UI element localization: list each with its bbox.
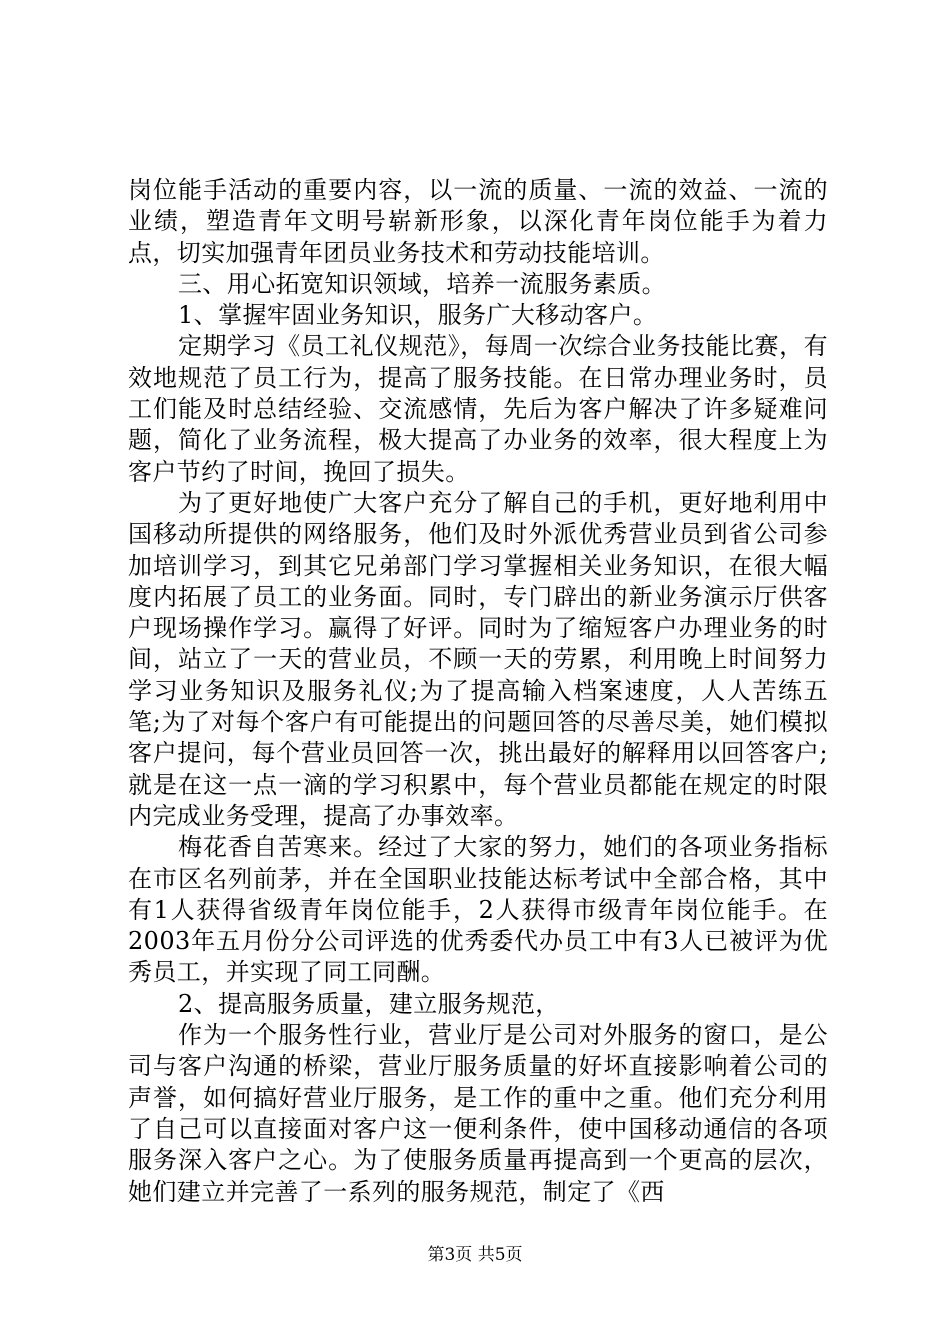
paragraph-service-quality: 作为一个服务性行业，营业厅是公司对外服务的窗口，是公司与客户沟通的桥梁，营业厅服务质量的好坏直接影响着公司的声誉，如何搞好营业厅服务，是工作的重中之重。他们充分利用了自己可以直接面对客户这一便利条件，使中国移动通信的各项服务深入客户之心。为了使服务质量再提高到一个更高的层次，她们建立并完善了一系列的服务规范，制定了《西 bbox=[128, 1021, 828, 1206]
paragraph-achievements: 梅花香自苦寒来。经过了大家的努力，她们的各项业务指标在市区名列前茅，并在全国职业技能达标考试中全部合格，其中有1人获得省级青年岗位能手，2人获得市级青年岗位能手。在2003年五月份分公司评选的优秀委代办员工中有3人已被评为优秀员工，并实现了同工同酬。 bbox=[128, 833, 828, 987]
section-heading-3: 三、用心拓宽知识领域，培养一流服务素质。 bbox=[178, 269, 666, 298]
paragraph-training: 为了更好地使广大客户充分了解自己的手机，更好地利用中国移动所提供的网络服务，他们及时外派优秀营业员到省公司参加培训学习，到其它兄弟部门学习掌握相关业务知识，在很大幅度内拓展了员工的业务面。同时，专门辟出的新业务演示厅供客户现场操作学习。赢得了好评。同时为了缩短客户办理业务的时间，站立了一天的营业员，不顾一天的劳累，利用晚上时间努力学习业务知识及服务礼仪;为了提高输入档案速度，人人苦练五笔;为了对每个客户有可能提出的问题回答的尽善尽美，她们模拟客户提问，每个营业员回答一次，挑出最好的解释用以回答客户;就是在这一点一滴的学习积累中，每个营业员都能在规定的时限内完成业务受理，提高了办事效率。 bbox=[128, 488, 828, 830]
page-footer: 第3页 共5页 bbox=[427, 1245, 523, 1265]
paragraph-1: 岗位能手活动的重要内容，以一流的质量、一流的效益、一流的业绩，塑造青年文明号崭新形象，以深化青年岗位能手为着力点，切实加强青年团员业务技术和劳动技能培训。 bbox=[128, 176, 828, 267]
subheading-2: 2、提高服务质量，建立服务规范， bbox=[178, 989, 560, 1018]
body-text bbox=[128, 175, 828, 1208]
subheading-1: 1、掌握牢固业务知识，服务广大移动客户。 bbox=[178, 301, 658, 330]
paragraph-etiquette: 定期学习《员工礼仪规范》，每周一次综合业务技能比赛，有效地规范了员工行为，提高了服务技能。在日常办理业务时，员工们能及时总结经验、交流感情，先后为客户解决了许多疑难问题，简化了业务流程，极大提高了办业务的效率，很大程度上为客户节约了时间，挽回了损失。 bbox=[128, 332, 828, 486]
